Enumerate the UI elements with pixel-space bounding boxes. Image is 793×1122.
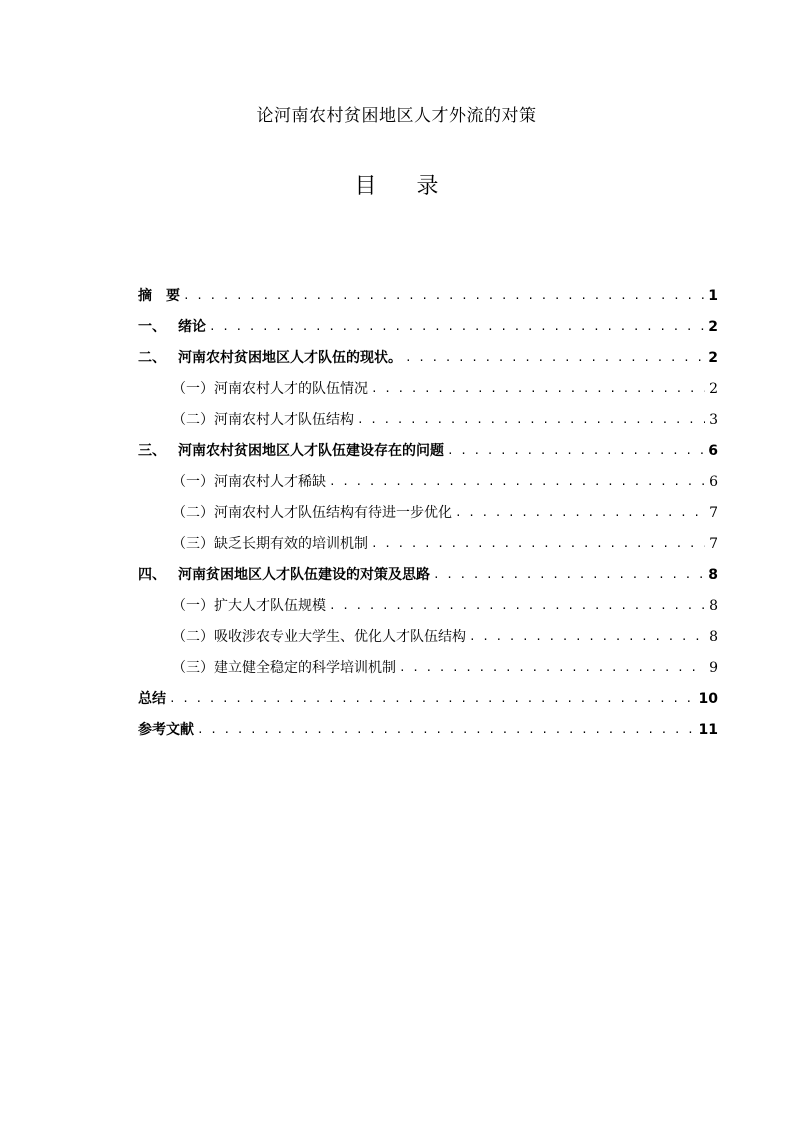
toc-entry[interactable]	[138, 686, 718, 712]
toc-entry-number: 二、	[138, 350, 166, 366]
toc-entry-number: 四、	[138, 567, 166, 583]
toc-dot-leader	[469, 624, 705, 650]
toc-dot-leader	[183, 283, 705, 309]
toc-entry-title: 绪论	[178, 319, 206, 335]
toc-entry[interactable]	[138, 624, 718, 650]
toc-entry-number: 三、	[138, 443, 166, 459]
toc-entry-page: 7	[709, 536, 718, 552]
toc-heading: 目录	[354, 174, 479, 199]
toc-dot-leader	[329, 469, 705, 495]
toc-entry-title: 河南农村贫困地区人才队伍建设存在的问题	[178, 443, 444, 459]
toc-entry-page: 2	[708, 319, 718, 335]
toc-dot-leader	[197, 717, 696, 743]
toc-entry[interactable]	[138, 407, 718, 433]
document-title: 论河南农村贫困地区人才外流的对策	[256, 106, 537, 126]
toc-entry-page: 11	[698, 722, 718, 738]
toc-entry-title: 河南贫困地区人才队伍建设的对策及思路	[178, 567, 430, 583]
toc-entry[interactable]	[138, 655, 718, 681]
toc-dot-leader	[329, 593, 705, 619]
toc-entry-page: 2	[708, 350, 718, 366]
toc-entry-page: 1	[708, 288, 718, 304]
toc-entry[interactable]	[138, 469, 718, 495]
toc-dot-leader	[405, 345, 705, 371]
toc-entry-title: （一）河南农村人才的队伍情况	[172, 381, 368, 397]
toc-entry[interactable]	[138, 717, 718, 743]
toc-entry-title: 河南农村贫困地区人才队伍的现状。	[178, 350, 402, 366]
toc-entry-page: 6	[709, 474, 718, 490]
toc-entry[interactable]	[138, 438, 718, 464]
toc-entry-title: （二）河南农村人才队伍结构有待进一步优化	[172, 505, 452, 521]
toc-entry[interactable]	[138, 376, 718, 402]
toc-entry-page: 6	[708, 443, 718, 459]
toc-entry-page: 10	[698, 691, 718, 707]
toc-entry-title: （一）扩大人才队伍规模	[172, 598, 326, 614]
toc-dot-leader	[455, 500, 705, 526]
toc-entry-title: （二）河南农村人才队伍结构	[172, 412, 354, 428]
toc-dot-leader	[433, 562, 705, 588]
toc-entry-page: 8	[708, 567, 718, 583]
toc-entry-title: 摘 要	[138, 288, 180, 304]
toc-entry-title: （二）吸收涉农专业大学生、优化人才队伍结构	[172, 629, 466, 645]
toc-entry-title: 参考文献	[138, 722, 194, 738]
toc-entry-title: 总结	[138, 691, 166, 707]
toc-dot-leader	[169, 686, 696, 712]
toc-entry[interactable]	[138, 500, 718, 526]
toc-entry[interactable]	[138, 283, 718, 309]
toc-dot-leader	[357, 407, 705, 433]
toc-entry[interactable]	[138, 562, 718, 588]
toc-entry-page: 9	[709, 660, 718, 676]
toc-entry-page: 8	[709, 598, 718, 614]
toc-entry[interactable]	[138, 593, 718, 619]
toc-entry[interactable]	[138, 531, 718, 557]
toc-dot-leader	[371, 376, 705, 402]
toc-dot-leader	[447, 438, 705, 464]
toc-entry[interactable]	[138, 314, 718, 340]
toc-entry-number: 一、	[138, 319, 166, 335]
toc-dot-leader	[209, 314, 705, 340]
toc-dot-leader	[399, 655, 705, 681]
toc-entry-title: （一）河南农村人才稀缺	[172, 474, 326, 490]
toc-entry[interactable]	[138, 345, 718, 371]
toc-dot-leader	[371, 531, 705, 557]
toc-entry-page: 8	[709, 629, 718, 645]
toc-entry-title: （三）缺乏长期有效的培训机制	[172, 536, 368, 552]
toc-entry-page: 7	[709, 505, 718, 521]
toc-entry-title: （三）建立健全稳定的科学培训机制	[172, 660, 396, 676]
toc-entry-page: 2	[709, 381, 718, 397]
toc-entry-page: 3	[709, 412, 718, 428]
